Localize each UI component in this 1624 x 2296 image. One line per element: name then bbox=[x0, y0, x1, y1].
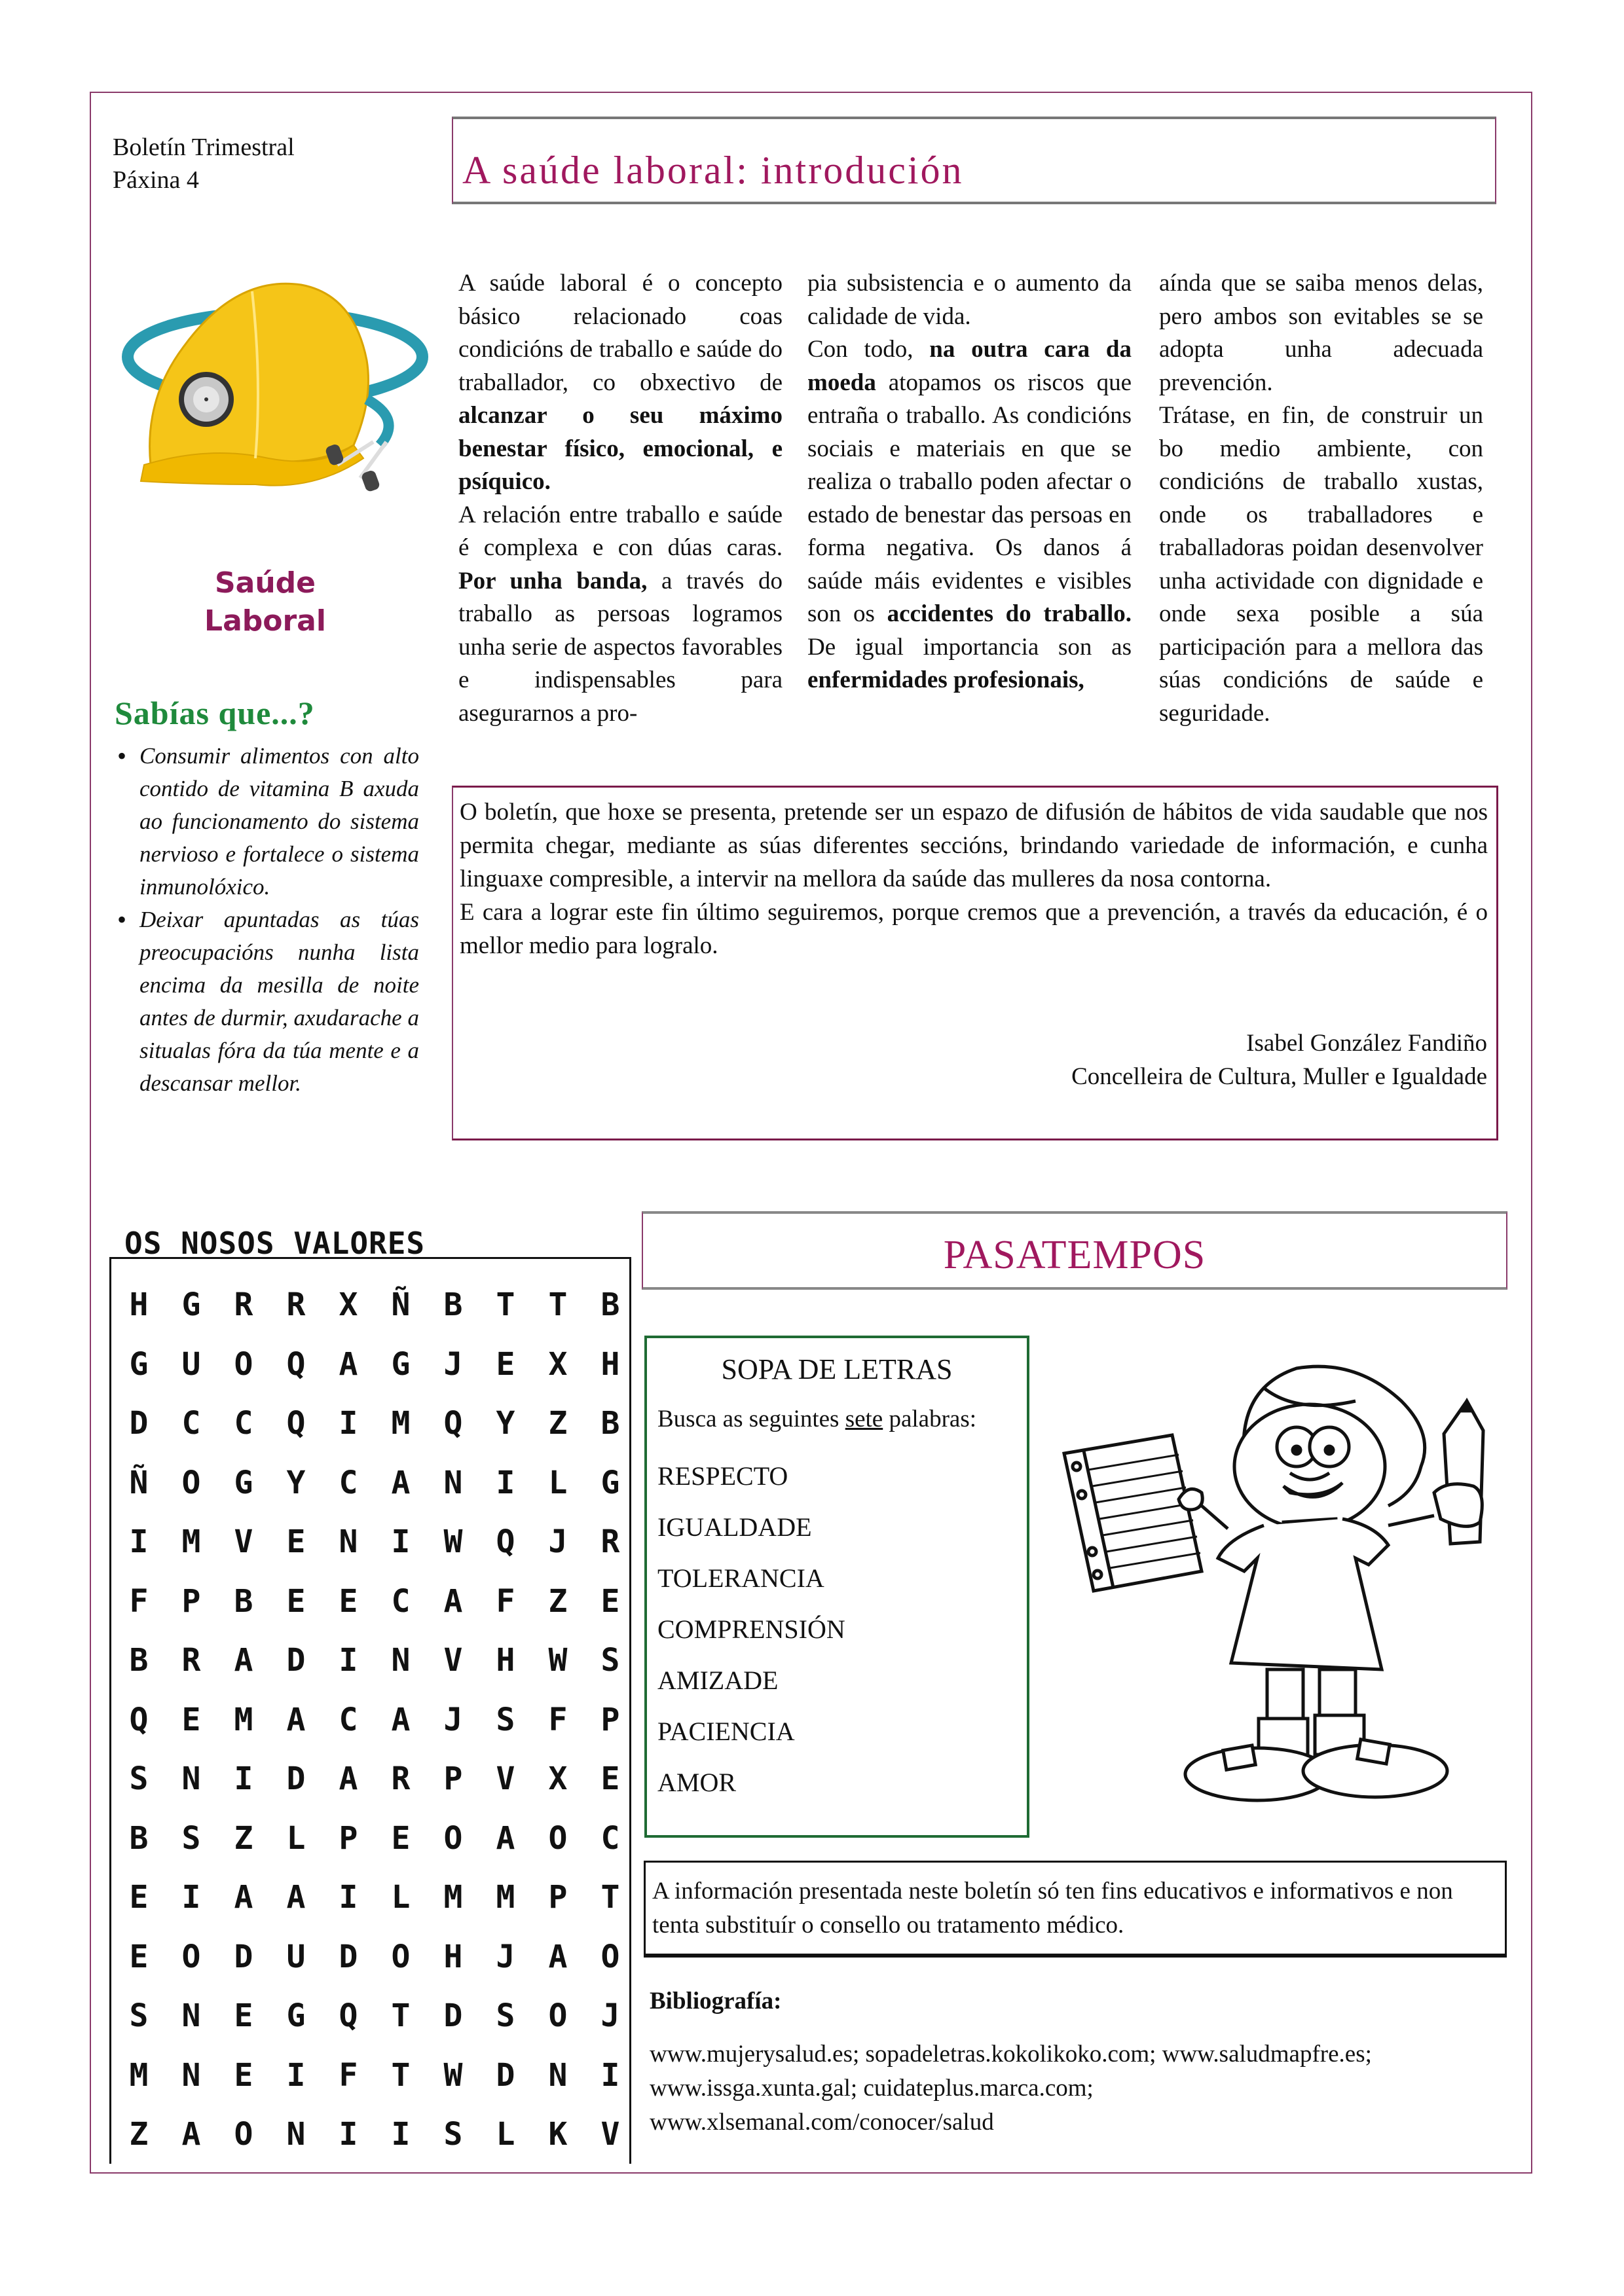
sidebar-caption bbox=[118, 564, 413, 640]
word-search-cell[interactable]: G bbox=[181, 1286, 201, 1323]
word-search-cell[interactable]: D bbox=[286, 1760, 306, 1797]
bibliography-line: www.xlsemanal.com/conocer/salud bbox=[650, 2109, 994, 2136]
word-search-row bbox=[111, 1345, 629, 1397]
word-search-cell[interactable]: C bbox=[339, 1464, 358, 1501]
word-search-cell[interactable]: I bbox=[286, 2056, 306, 2094]
word-search-cell[interactable]: S bbox=[443, 2116, 463, 2153]
word-search-row bbox=[111, 1937, 629, 1990]
word-search-cell[interactable]: J bbox=[600, 1997, 620, 2034]
word-search-cell[interactable]: R bbox=[391, 1760, 411, 1797]
word-search-cell[interactable]: Z bbox=[548, 1405, 568, 1442]
word-search-cell[interactable]: F bbox=[129, 1582, 149, 1620]
did-you-know-heading: Sabías que...? bbox=[115, 695, 315, 731]
word-search-cell[interactable]: J bbox=[548, 1523, 568, 1560]
word-search-cell[interactable]: E bbox=[129, 1879, 149, 1916]
word-search-cell[interactable]: W bbox=[548, 1642, 568, 1679]
paragraph: pia subsistencia e o aumento da calidade de vida. bbox=[807, 270, 1132, 330]
word-search-cell[interactable]: Y bbox=[286, 1464, 306, 1501]
text: atopamos os riscos que entraña o traballo. As condicións sociais e materiais en que se realiza o traballo poden afectar o estado de benestar das persoas en forma negativa. Os danos á saúde máis evidentes e visibles son os bbox=[807, 369, 1132, 627]
word-search-cell[interactable]: O bbox=[548, 1997, 568, 2034]
word-search-cell[interactable]: L bbox=[391, 1879, 411, 1916]
word-search-cell[interactable]: N bbox=[286, 2116, 306, 2153]
word-search-cell[interactable]: M bbox=[496, 1879, 515, 1916]
word-search-cell[interactable]: A bbox=[391, 1464, 411, 1501]
pasatempos-title: PASATEMPOS bbox=[943, 1233, 1206, 1277]
word-search-cell[interactable]: J bbox=[443, 1345, 463, 1383]
word-search-cell[interactable]: Z bbox=[234, 1819, 253, 1857]
word-search-cell[interactable]: C bbox=[600, 1819, 620, 1857]
word-search-cell[interactable]: E bbox=[496, 1345, 515, 1383]
word-list bbox=[657, 1451, 845, 1808]
word-search-row bbox=[111, 1996, 629, 2049]
word-search-cell[interactable]: O bbox=[443, 1819, 463, 1857]
word-search-cell[interactable]: O bbox=[600, 1938, 620, 1975]
word-search-cell[interactable]: Q bbox=[443, 1405, 463, 1442]
word-search-cell[interactable]: Z bbox=[548, 1582, 568, 1620]
word-search-cell[interactable]: B bbox=[129, 1642, 149, 1679]
word-search-cell[interactable]: N bbox=[391, 1642, 411, 1679]
word-search-cell[interactable]: R bbox=[234, 1286, 253, 1323]
word-search-cell[interactable]: B bbox=[234, 1582, 253, 1620]
title-box bbox=[452, 117, 1496, 204]
word-search-cell[interactable]: A bbox=[234, 1642, 253, 1679]
word-search-cell[interactable]: K bbox=[548, 2116, 568, 2153]
word-item: PACIENCIA bbox=[657, 1717, 795, 1746]
word-search-cell[interactable]: M bbox=[129, 2056, 149, 2094]
bibliography-title: Bibliografía: bbox=[650, 1988, 782, 2014]
word-search-cell[interactable]: Y bbox=[496, 1405, 515, 1442]
word-search-cell[interactable]: A bbox=[496, 1819, 515, 1857]
word-search-cell[interactable]: E bbox=[339, 1582, 358, 1620]
article-column-2 bbox=[807, 267, 1132, 697]
word-search-cell[interactable]: H bbox=[496, 1642, 515, 1679]
word-search-cell[interactable]: S bbox=[496, 1997, 515, 2034]
word-search-cell[interactable]: U bbox=[181, 1345, 201, 1383]
word-search-cell[interactable]: Q bbox=[496, 1523, 515, 1560]
bold-text: na outra cara da moeda bbox=[807, 336, 1132, 396]
bold-text: accidentes do traballo. bbox=[887, 600, 1132, 627]
word-search-cell[interactable]: S bbox=[129, 1997, 149, 2034]
word-search-cell[interactable]: D bbox=[234, 1938, 253, 1975]
underlined-text: sete bbox=[845, 1406, 883, 1432]
disclaimer-text: A información presentada neste boletín só ten fins educativos e informativos e non tenta substituír o consello ou tratamento médico. bbox=[652, 1878, 1453, 1939]
page-title: A saúde laboral: introdución bbox=[462, 149, 964, 192]
bibliography-line: www.mujerysalud.es; sopadeletras.kokolikoko.com; www.saludmapfre.es; bbox=[650, 2041, 1372, 2068]
caption-line-1: Saúde bbox=[214, 566, 316, 600]
word-search-row bbox=[111, 1463, 629, 1516]
word-search-cell[interactable]: R bbox=[181, 1642, 201, 1679]
word-search-cell[interactable]: F bbox=[339, 2056, 358, 2094]
word-search-cell[interactable]: I bbox=[181, 1879, 201, 1916]
word-search-cell[interactable]: A bbox=[443, 1582, 463, 1620]
word-search-cell[interactable]: L bbox=[496, 2116, 515, 2153]
word-search-cell[interactable]: E bbox=[286, 1523, 306, 1560]
word-search-cell[interactable]: O bbox=[548, 1819, 568, 1857]
word-search-cell[interactable]: V bbox=[234, 1523, 253, 1560]
word-search-cell[interactable]: Ñ bbox=[129, 1464, 149, 1501]
word-search-cell[interactable]: Q bbox=[339, 1997, 358, 2034]
word-search-cell[interactable]: R bbox=[600, 1523, 620, 1560]
word-search-cell[interactable]: P bbox=[548, 1879, 568, 1916]
word-search-cell[interactable]: P bbox=[443, 1760, 463, 1797]
signature-role: Concelleira de Cultura, Muller e Igualdade bbox=[1071, 1063, 1487, 1090]
word-search-title: OS NOSOS VALORES bbox=[124, 1226, 426, 1261]
word-search-cell[interactable]: G bbox=[600, 1464, 620, 1501]
word-search-cell[interactable]: E bbox=[600, 1582, 620, 1620]
word-search-cell[interactable]: Q bbox=[129, 1701, 149, 1738]
word-search-cell[interactable]: G bbox=[129, 1345, 149, 1383]
girl-illustration-icon bbox=[1048, 1362, 1519, 1846]
disclaimer-box bbox=[644, 1861, 1507, 1958]
word-search-cell[interactable]: O bbox=[181, 1938, 201, 1975]
word-search-row bbox=[111, 1522, 629, 1575]
word-search-cell[interactable]: Z bbox=[129, 2116, 149, 2153]
signature bbox=[1071, 1027, 1487, 1093]
word-list-title: SOPA DE LETRAS bbox=[721, 1353, 953, 1385]
word-search-cell[interactable]: D bbox=[286, 1642, 306, 1679]
word-search-cell[interactable]: A bbox=[234, 1879, 253, 1916]
word-search-cell[interactable]: Q bbox=[286, 1345, 306, 1383]
word-search-cell[interactable]: G bbox=[391, 1345, 411, 1383]
word-search-cell[interactable]: H bbox=[600, 1345, 620, 1383]
word-search-cell[interactable]: B bbox=[129, 1819, 149, 1857]
word-search-cell[interactable]: T bbox=[391, 1997, 411, 2034]
word-search-cell[interactable]: E bbox=[181, 1701, 201, 1738]
word-search-row bbox=[111, 1404, 629, 1456]
word-search-cell[interactable]: I bbox=[391, 1523, 411, 1560]
text: Busca as seguintes bbox=[657, 1406, 845, 1432]
word-search-cell[interactable]: X bbox=[548, 1345, 568, 1383]
word-search-cell[interactable]: M bbox=[181, 1523, 201, 1560]
word-search-cell[interactable]: P bbox=[339, 1819, 358, 1857]
word-search-cell[interactable]: A bbox=[339, 1760, 358, 1797]
word-search-cell[interactable]: N bbox=[548, 2056, 568, 2094]
word-item: AMOR bbox=[657, 1768, 737, 1797]
word-search-cell[interactable]: W bbox=[443, 2056, 463, 2094]
word-search-cell[interactable]: A bbox=[286, 1879, 306, 1916]
word-search-cell[interactable]: M bbox=[391, 1405, 411, 1442]
word-search-cell[interactable]: N bbox=[181, 2056, 201, 2094]
text: a través do traballo as persoas logramos unha serie de aspectos favorables e indispensables para asegurarnos a pro- bbox=[458, 567, 783, 727]
paragraph: Trátase, en fin, de construir un bo medio ambiente, con condicións de traballo xustas, onde os traballadores e traballadoras poidan desenvolver unha actividade con dignidade e onde sexa posible a súa participación para a mellora das súas condicións de saúde e seguridade. bbox=[1159, 402, 1483, 727]
word-search-cell[interactable]: O bbox=[181, 1464, 201, 1501]
word-search-cell[interactable]: E bbox=[234, 2056, 253, 2094]
tip-item: • Deixar apuntadas as túas preocupacións nunha lista encima da mesilla de noite antes de durmir, axudarache a situalas fóra da túa mente e a descansar mellor. bbox=[115, 903, 419, 1100]
word-search-cell[interactable]: I bbox=[339, 1879, 358, 1916]
word-search-cell[interactable]: F bbox=[496, 1582, 515, 1620]
word-search-cell[interactable]: T bbox=[391, 2056, 411, 2094]
word-search-cell[interactable]: R bbox=[286, 1286, 306, 1323]
word-search-cell[interactable]: I bbox=[496, 1464, 515, 1501]
word-search-cell[interactable]: J bbox=[496, 1938, 515, 1975]
article-column-3 bbox=[1159, 267, 1483, 730]
word-search-cell[interactable]: J bbox=[443, 1701, 463, 1738]
text: De igual importancia son as bbox=[807, 633, 1132, 661]
word-search-cell[interactable]: N bbox=[181, 1760, 201, 1797]
hard-hat-stethoscope-icon bbox=[105, 249, 445, 511]
word-search-cell[interactable]: O bbox=[234, 2116, 253, 2153]
text: A relación entre traballo e saúde é complexa e con dúas caras. bbox=[458, 501, 783, 561]
word-search-cell[interactable]: I bbox=[391, 2116, 411, 2153]
word-search-cell[interactable]: I bbox=[339, 2116, 358, 2153]
word-search-row bbox=[111, 1285, 629, 1338]
word-list-instruction bbox=[657, 1405, 976, 1433]
intro-paragraph: O boletín, que hoxe se presenta, pretende ser un espazo de difusión de hábitos de vida saudable que nos permita chegar, mediante as súas diferentes seccións, brindando variedade de información, e cunha linguaxe compresible, a intervir na mellora da saúde das mulleres da nosa contorna. bbox=[460, 799, 1488, 892]
word-search-cell[interactable]: E bbox=[391, 1819, 411, 1857]
bibliography-list bbox=[650, 2037, 1372, 2140]
word-search-cell[interactable]: A bbox=[391, 1701, 411, 1738]
word-search-cell[interactable]: M bbox=[234, 1701, 253, 1738]
word-search-cell[interactable]: S bbox=[496, 1701, 515, 1738]
word-search-cell[interactable]: D bbox=[129, 1405, 149, 1442]
word-search-cell[interactable]: S bbox=[600, 1642, 620, 1679]
word-search-cell[interactable]: D bbox=[339, 1938, 358, 1975]
word-list-box bbox=[644, 1336, 1029, 1838]
intro-paragraph: E cara a lograr este fin último seguiremos, porque cremos que a prevención, a través da educación, é o mellor medio para logralo. bbox=[460, 899, 1488, 959]
word-search-cell[interactable]: E bbox=[600, 1760, 620, 1797]
word-search-row bbox=[111, 1700, 629, 1753]
word-search-cell[interactable]: W bbox=[443, 1523, 463, 1560]
word-search-cell[interactable]: V bbox=[443, 1642, 463, 1679]
word-search-cell[interactable]: C bbox=[181, 1405, 201, 1442]
word-search-cell[interactable]: P bbox=[181, 1582, 201, 1620]
word-item: IGUALDADE bbox=[657, 1512, 812, 1542]
word-item: TOLERANCIA bbox=[657, 1563, 824, 1593]
word-search-cell[interactable]: I bbox=[129, 1523, 149, 1560]
word-search-cell[interactable]: C bbox=[391, 1582, 411, 1620]
word-search-cell[interactable]: A bbox=[286, 1701, 306, 1738]
word-search-cell[interactable]: I bbox=[600, 2056, 620, 2094]
word-search-row bbox=[111, 1582, 629, 1634]
word-search-row bbox=[111, 2115, 629, 2167]
word-search-cell[interactable]: I bbox=[339, 1642, 358, 1679]
word-search-cell[interactable]: S bbox=[129, 1760, 149, 1797]
signature-name: Isabel González Fandiño bbox=[1246, 1030, 1487, 1057]
word-search-cell[interactable]: O bbox=[234, 1345, 253, 1383]
text: Con todo, bbox=[807, 336, 930, 363]
word-search-cell[interactable]: N bbox=[443, 1464, 463, 1501]
bold-text: alcanzar o seu máximo benestar físico, emocional, e psíquico. bbox=[458, 402, 783, 495]
pasatempos-header bbox=[642, 1211, 1507, 1290]
word-search-cell[interactable]: A bbox=[339, 1345, 358, 1383]
tip-item: • Consumir alimentos con alto contido de vitamina B axuda ao funcionamento do sistema nervioso e fortalece o sistema inmunolóxico. bbox=[115, 740, 419, 903]
caption-line-2: Laboral bbox=[204, 604, 326, 638]
word-search-row bbox=[111, 1759, 629, 1812]
word-search-cell[interactable]: Ñ bbox=[391, 1286, 411, 1323]
word-search-cell[interactable]: D bbox=[496, 2056, 515, 2094]
word-search-cell[interactable]: F bbox=[548, 1701, 568, 1738]
word-search-cell[interactable]: N bbox=[339, 1523, 358, 1560]
word-search-cell[interactable]: L bbox=[286, 1819, 306, 1857]
word-search-row bbox=[111, 1878, 629, 1930]
word-search-cell[interactable]: N bbox=[181, 1997, 201, 2034]
word-search-cell[interactable]: M bbox=[443, 1879, 463, 1916]
word-search-cell[interactable]: T bbox=[600, 1879, 620, 1916]
word-search-cell[interactable]: U bbox=[286, 1938, 306, 1975]
did-you-know-list bbox=[115, 740, 419, 1100]
word-search-cell[interactable]: S bbox=[181, 1819, 201, 1857]
word-search-cell[interactable]: H bbox=[443, 1938, 463, 1975]
word-search-cell[interactable]: G bbox=[234, 1464, 253, 1501]
word-search-cell[interactable]: Q bbox=[286, 1405, 306, 1442]
word-search-cell[interactable]: X bbox=[548, 1760, 568, 1797]
text: palabras: bbox=[883, 1406, 977, 1432]
word-search-cell[interactable]: V bbox=[600, 2116, 620, 2153]
word-search-cell[interactable]: B bbox=[443, 1286, 463, 1323]
word-search-cell[interactable]: G bbox=[286, 1997, 306, 2034]
article-column-1 bbox=[458, 267, 783, 730]
word-search-cell[interactable]: I bbox=[234, 1760, 253, 1797]
paragraph: aínda que se saiba menos delas, pero ambos son evitables se se adopta unha adecuada prevención. bbox=[1159, 270, 1483, 396]
word-search-cell[interactable]: L bbox=[548, 1464, 568, 1501]
word-search-row bbox=[111, 2056, 629, 2108]
word-search-cell[interactable]: C bbox=[234, 1405, 253, 1442]
word-search-cell[interactable]: V bbox=[496, 1760, 515, 1797]
bibliography-line: www.issga.xunta.gal; cuidateplus.marca.com; bbox=[650, 2075, 1094, 2102]
word-search-cell[interactable]: T bbox=[496, 1286, 515, 1323]
bold-text: Por unha banda, bbox=[458, 567, 648, 594]
word-search-cell[interactable]: C bbox=[339, 1701, 358, 1738]
text: A saúde laboral é o concepto básico relacionado coas condicións de traballo e saúde do traballador, co obxectivo de bbox=[458, 270, 783, 396]
word-search-row bbox=[111, 1641, 629, 1693]
word-search-cell[interactable]: H bbox=[129, 1286, 149, 1323]
word-search-cell[interactable]: P bbox=[600, 1701, 620, 1738]
word-search-cell[interactable]: O bbox=[391, 1938, 411, 1975]
word-search-row bbox=[111, 1819, 629, 1871]
word-search-cell[interactable]: A bbox=[181, 2116, 201, 2153]
word-search-cell[interactable]: E bbox=[286, 1582, 306, 1620]
bold-text: enfermidades profesionais, bbox=[807, 666, 1084, 693]
intro-message-box bbox=[452, 786, 1498, 1140]
word-search-cell[interactable]: T bbox=[548, 1286, 568, 1323]
header-meta bbox=[113, 131, 295, 196]
publication-name: Boletín Trimestral bbox=[113, 134, 295, 161]
word-search-cell[interactable]: B bbox=[600, 1405, 620, 1442]
word-search-cell[interactable]: B bbox=[600, 1286, 620, 1323]
word-item: RESPECTO bbox=[657, 1461, 788, 1491]
word-search-cell[interactable]: D bbox=[443, 1997, 463, 2034]
word-search-grid bbox=[109, 1257, 631, 2164]
word-search-cell[interactable]: I bbox=[339, 1405, 358, 1442]
word-item: COMPRENSIÓN bbox=[657, 1614, 845, 1644]
word-search-cell[interactable]: E bbox=[234, 1997, 253, 2034]
word-search-cell[interactable]: E bbox=[129, 1938, 149, 1975]
word-search-cell[interactable]: A bbox=[548, 1938, 568, 1975]
word-search-cell[interactable]: X bbox=[339, 1286, 358, 1323]
word-item: AMIZADE bbox=[657, 1666, 779, 1695]
page-number: Páxina 4 bbox=[113, 166, 199, 194]
